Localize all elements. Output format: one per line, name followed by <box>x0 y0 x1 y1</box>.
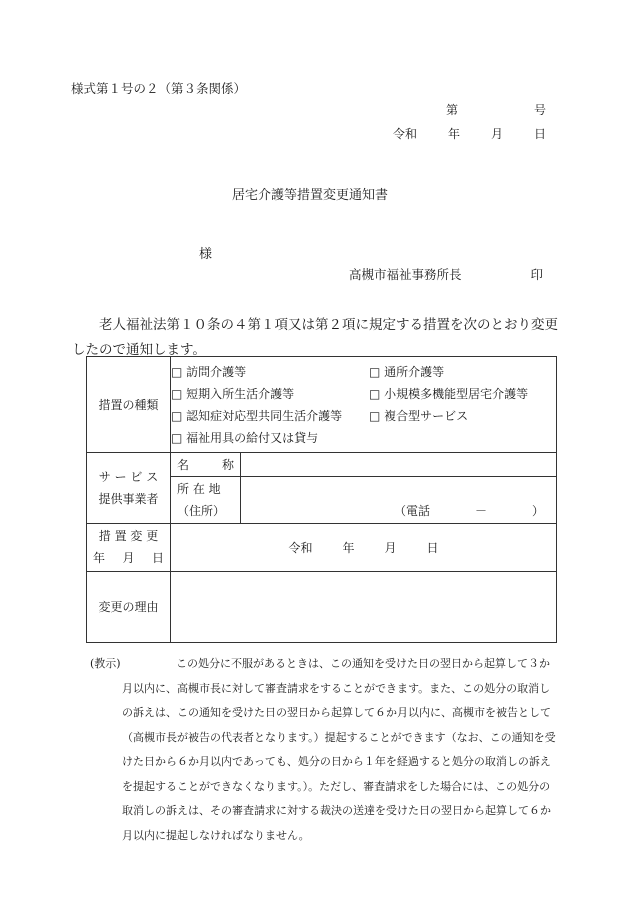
provider-name-field[interactable] <box>241 453 557 477</box>
name-label-a: 名 <box>177 458 190 473</box>
intro-text: 老人福祉法第１０条の４第１項又は第２項に規定する措置を次のとおり変更したので通知します。 <box>72 317 558 358</box>
provider-label-line1: サ ー ビ ス <box>98 469 159 484</box>
provider-address-field[interactable] <box>241 477 557 523</box>
name-label-b: 称 <box>221 458 234 473</box>
change-date-label-line2 <box>87 547 170 569</box>
reason-row <box>87 571 557 642</box>
phone-dash: － <box>474 503 487 518</box>
phone-field[interactable] <box>394 502 544 519</box>
measure-type-label: 措置の種類 <box>87 357 171 453</box>
reason-field[interactable] <box>171 571 557 642</box>
name-label <box>171 453 241 477</box>
option-row <box>171 405 556 427</box>
option-small-multifunction[interactable]: □ 小規模多機能型居宅介護等 <box>369 387 529 402</box>
issuer <box>349 265 543 283</box>
change-date-label-month: 月 <box>122 551 135 566</box>
option-welfare-equipment[interactable]: □ 福祉用具の給付又は貸与 <box>171 431 319 446</box>
option-row <box>171 427 556 449</box>
note-label: (教示) <box>90 657 121 670</box>
measure-type-row <box>87 357 557 453</box>
change-date-field[interactable] <box>171 523 557 571</box>
option-short-stay[interactable]: □ 短期入所生活介護等 <box>171 387 295 402</box>
option-home-care[interactable]: □ 訪問介護等 <box>171 365 247 380</box>
instruction-note <box>90 652 560 848</box>
issue-date-era: 令和 <box>393 127 418 141</box>
change-date-month: 月 <box>384 540 397 555</box>
document-title: 居宅介護等措置変更通知書 <box>232 188 389 203</box>
option-dementia-group-living[interactable]: □ 認知症対応型共同生活介護等 <box>171 409 343 424</box>
change-date-label-year: 年 <box>93 551 106 566</box>
address-label-line2: （住所） <box>177 503 226 518</box>
change-date-era: 令和 <box>288 540 313 555</box>
issue-date <box>393 125 546 142</box>
issue-date-month: 月 <box>490 127 503 141</box>
document-number <box>446 101 546 118</box>
measure-type-options <box>171 357 557 453</box>
change-date-label-day: 日 <box>151 551 164 566</box>
address-label <box>171 477 241 523</box>
issue-date-year: 年 <box>447 127 460 141</box>
phone-open: （電話 <box>394 503 431 518</box>
option-row <box>171 383 556 405</box>
measure-change-table <box>86 356 557 643</box>
option-combined-service[interactable]: □ 複合型サービス <box>369 409 469 424</box>
provider-label-line2: 提供事業者 <box>98 491 159 506</box>
change-date-day: 日 <box>426 540 439 555</box>
provider-label <box>87 453 171 523</box>
issuer-name: 高槻市福祉事務所長 <box>349 267 462 282</box>
addressee: 様 <box>199 247 213 262</box>
phone-close: ） <box>531 503 544 518</box>
doc-number-prefix: 第 <box>446 103 459 117</box>
change-date-year: 年 <box>342 540 355 555</box>
option-row <box>171 361 556 383</box>
issuer-seal: 印 <box>530 267 543 282</box>
form-number: 様式第１号の２（第３条関係） <box>71 81 247 96</box>
provider-name-row <box>87 453 557 477</box>
change-date-label <box>87 523 171 571</box>
change-date-row <box>87 523 557 571</box>
address-label-line1: 所 在 地 <box>177 481 221 496</box>
issue-date-day: 日 <box>533 127 546 141</box>
doc-number-suffix: 号 <box>533 103 546 117</box>
note-body: この処分に不服があるときは、この通知を受けた日の翌日から起算して３か月以内に、高槻市長に対して審査請求をすることができます。また、この処分の取消しの訴えは、この通知を受けた日の翌日から起算して６か月以内に、高槻市を被告として（高槻市長が被告の代表者となります。）提起することができます（なお、この通知を受けた日から６か月以内であっても、処分の日から１年を経過すると処分の取消しの訴えを提起することができなくなります。）。ただし、審査請求をした場合には、この処分の取消しの訴えは、その審査請求に対する裁決の送達を受けた日の翌日から起算して６か月以内に提起しなければなりません。 <box>122 657 556 842</box>
reason-label: 変更の理由 <box>87 571 171 642</box>
option-day-care[interactable]: □ 通所介護等 <box>369 365 445 380</box>
change-date-label-line1: 措 置 変 更 <box>98 529 159 544</box>
